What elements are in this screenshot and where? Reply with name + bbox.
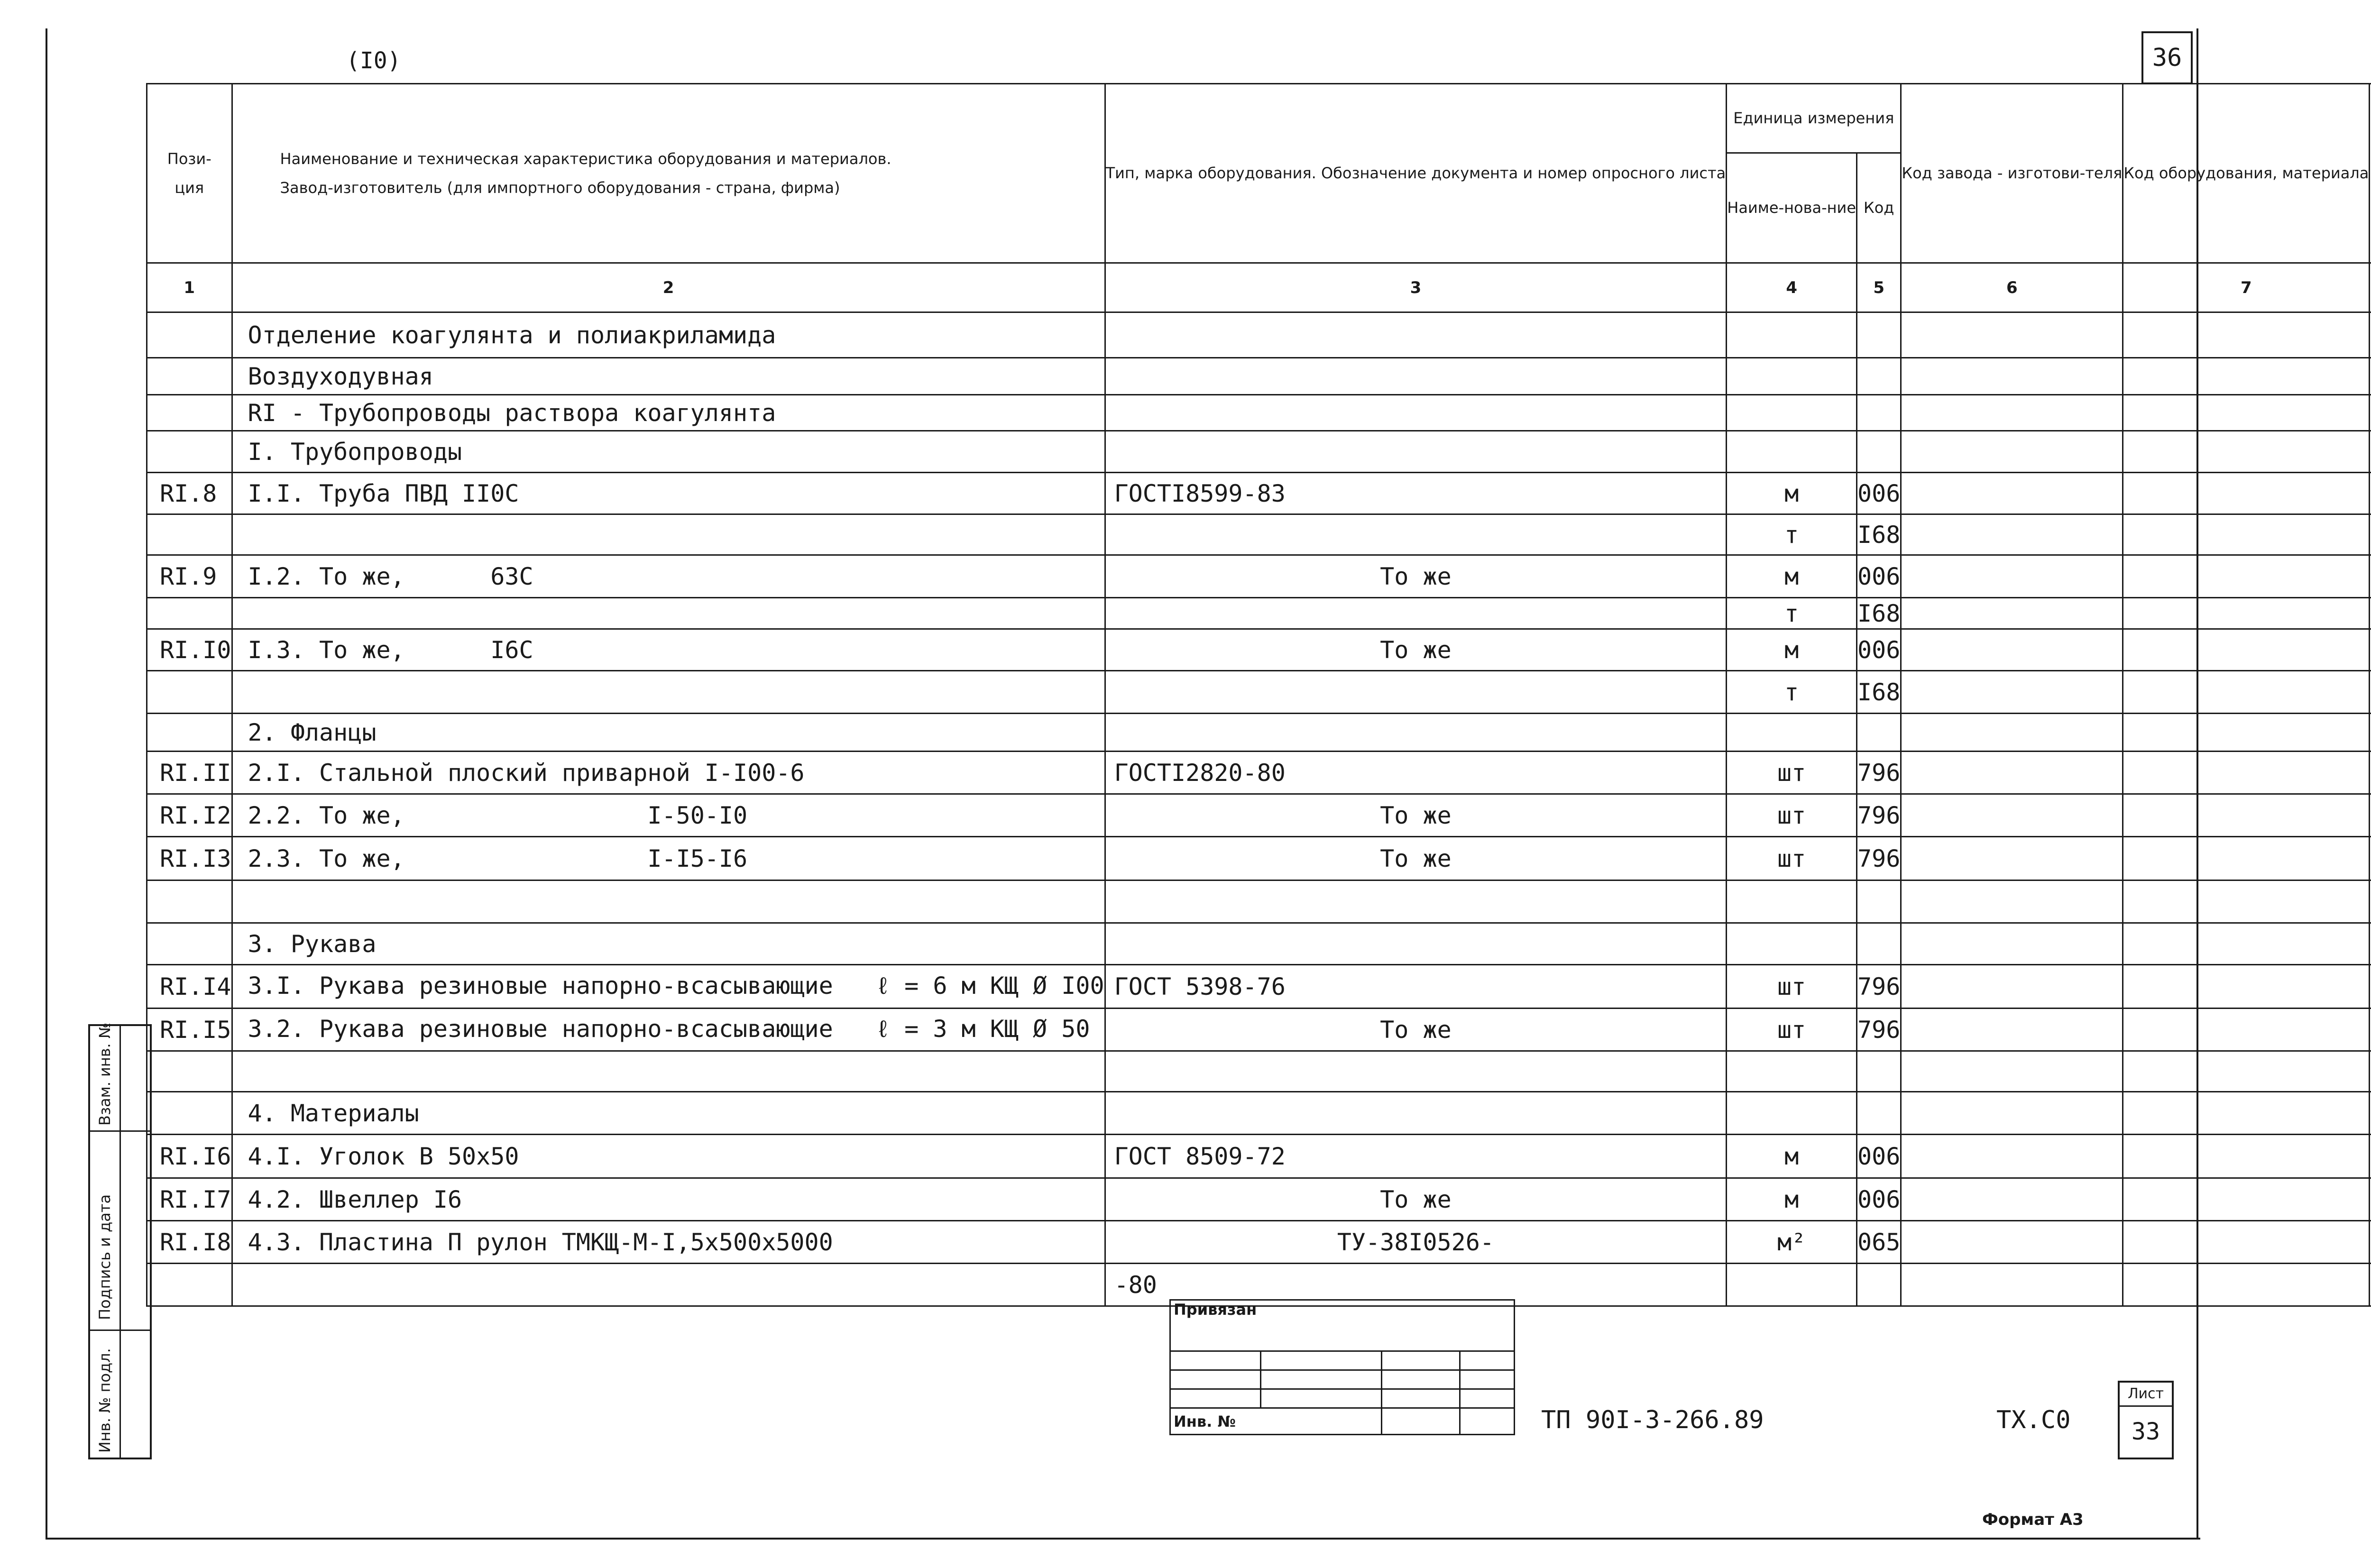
row-position: RI.I4 <box>147 965 232 1009</box>
row-equipment-code <box>2123 714 2370 752</box>
row-position: RI.8 <box>147 473 232 514</box>
row-equipment-code <box>2123 1051 2370 1092</box>
row-unit-code <box>1857 714 1901 752</box>
row-unit-code: I68 <box>1857 671 1901 714</box>
row-equipment-code <box>2123 923 2370 965</box>
row-equipment-code <box>2123 1178 2370 1221</box>
row-equipment-code <box>2123 1135 2370 1178</box>
header-unit-code: Код <box>1857 153 1901 263</box>
table-row <box>147 1009 2371 1051</box>
row-equipment-code <box>2123 1009 2370 1051</box>
table-row <box>147 1092 2371 1135</box>
row-unit <box>1727 1092 1857 1135</box>
row-unit-code: 796 <box>1857 752 1901 794</box>
row-document: То же <box>1105 1178 1727 1221</box>
row-document <box>1105 514 1727 555</box>
row-unit: м <box>1727 473 1857 514</box>
row-position: RI.I0 <box>147 629 232 671</box>
row-name <box>232 880 1105 923</box>
row-factory-code <box>1901 1221 2123 1264</box>
row-position: RI.I8 <box>147 1221 232 1264</box>
row-name <box>232 1051 1105 1092</box>
row-unit-code: I68 <box>1857 598 1901 629</box>
row-unit-code <box>1857 395 1901 431</box>
row-equipment-code <box>2123 431 2370 473</box>
row-name: Отделение коагулянта и полиакриламида <box>232 312 1105 358</box>
row-unit-code: 006 <box>1857 629 1901 671</box>
table-row <box>147 1178 2371 1221</box>
row-equipment-code <box>2123 312 2370 358</box>
col-number: 1 <box>147 263 232 312</box>
row-name: 2.3. То же, I-I5-I6 <box>232 837 1105 880</box>
table-row <box>147 752 2371 794</box>
row-unit: шт <box>1727 752 1857 794</box>
row-name: 3.I. Рукава резиновые напорно-всасывающие ℓ = 6 м КЩ Ø I00 <box>232 965 1105 1009</box>
header-position: Пози- ция <box>147 84 232 263</box>
table-row <box>147 1221 2371 1264</box>
row-position: RI.I6 <box>147 1135 232 1178</box>
row-factory-code <box>1901 1009 2123 1051</box>
row-name: 3.2. Рукава резиновые напорно-всасывающие ℓ = 3 м КЩ Ø 50 <box>232 1009 1105 1051</box>
row-name: 4.I. Уголок В 50x50 <box>232 1135 1105 1178</box>
sheet-label: Лист <box>2120 1383 2172 1407</box>
row-factory-code <box>1901 1135 2123 1178</box>
row-unit-code: 006 <box>1857 1178 1901 1221</box>
row-factory-code <box>1901 752 2123 794</box>
row-unit-code <box>1857 431 1901 473</box>
row-position: RI.I2 <box>147 794 232 837</box>
row-unit: м² <box>1727 1221 1857 1264</box>
row-position: RI.9 <box>147 555 232 598</box>
row-unit-code <box>1857 312 1901 358</box>
row-document <box>1105 395 1727 431</box>
row-position <box>147 671 232 714</box>
row-unit: т <box>1727 671 1857 714</box>
row-unit-code: 065 <box>1857 1221 1901 1264</box>
row-equipment-code <box>2123 629 2370 671</box>
row-unit-code <box>1857 1264 1901 1306</box>
table-row <box>147 598 2371 629</box>
row-document: То же <box>1105 629 1727 671</box>
row-equipment-code <box>2123 358 2370 395</box>
row-unit-code: 796 <box>1857 965 1901 1009</box>
row-equipment-code <box>2123 395 2370 431</box>
table-row <box>147 514 2371 555</box>
row-document: То же <box>1105 837 1727 880</box>
row-unit-code <box>1857 1051 1901 1092</box>
row-equipment-code <box>2123 555 2370 598</box>
row-document <box>1105 1092 1727 1135</box>
page-tag: (I0) <box>346 47 401 74</box>
table-row <box>147 671 2371 714</box>
row-factory-code <box>1901 555 2123 598</box>
header-name: Наименование и техническая характеристика оборудования и материалов. Завод-изготовитель (для импортного оборудования - страна, фирма) <box>232 84 1105 263</box>
row-document: ГОСТI2820-80 <box>1105 752 1727 794</box>
col-number: 5 <box>1857 263 1901 312</box>
row-factory-code <box>1901 395 2123 431</box>
side-label-signed: Подпись и дата <box>96 1194 114 1320</box>
row-position: RI.I3 <box>147 837 232 880</box>
row-document <box>1105 312 1727 358</box>
stamp-inv-label: Инв. № <box>1170 1408 1382 1435</box>
row-unit: шт <box>1727 837 1857 880</box>
row-unit: м <box>1727 1178 1857 1221</box>
row-equipment-code <box>2123 794 2370 837</box>
header-factory-code: Код завода - изготови-теля <box>1901 84 2123 263</box>
row-unit <box>1727 358 1857 395</box>
row-unit-code <box>1857 880 1901 923</box>
row-document: То же <box>1105 794 1727 837</box>
row-unit-code: 796 <box>1857 837 1901 880</box>
table-row <box>147 555 2371 598</box>
row-factory-code <box>1901 714 2123 752</box>
row-unit: шт <box>1727 794 1857 837</box>
specification-table <box>146 83 2371 1307</box>
col-number: 4 <box>1727 263 1857 312</box>
col-number: 2 <box>232 263 1105 312</box>
row-unit <box>1727 395 1857 431</box>
row-unit <box>1727 923 1857 965</box>
table-row <box>147 880 2371 923</box>
row-unit-code <box>1857 358 1901 395</box>
row-name: Воздуходувная <box>232 358 1105 395</box>
row-name <box>232 671 1105 714</box>
row-equipment-code <box>2123 1221 2370 1264</box>
binding-stamp <box>1169 1299 1515 1435</box>
row-factory-code <box>1901 473 2123 514</box>
row-document: ГОСТ 8509-72 <box>1105 1135 1727 1178</box>
row-factory-code <box>1901 923 2123 965</box>
row-name: RI - Трубопроводы раствора коагулянта <box>232 395 1105 431</box>
table-row <box>147 714 2371 752</box>
table-row <box>147 312 2371 358</box>
row-name: I.I. Труба ПВД II0С <box>232 473 1105 514</box>
row-unit-code: 006 <box>1857 1135 1901 1178</box>
row-factory-code <box>1901 1092 2123 1135</box>
row-equipment-code <box>2123 671 2370 714</box>
row-position <box>147 431 232 473</box>
row-unit-code: I68 <box>1857 514 1901 555</box>
table-row <box>147 794 2371 837</box>
row-factory-code <box>1901 629 2123 671</box>
row-factory-code <box>1901 837 2123 880</box>
row-equipment-code <box>2123 880 2370 923</box>
row-factory-code <box>1901 312 2123 358</box>
table-row <box>147 358 2371 395</box>
table-row <box>147 629 2371 671</box>
row-name: 2. Фланцы <box>232 714 1105 752</box>
row-document: То же <box>1105 1009 1727 1051</box>
row-unit: шт <box>1727 965 1857 1009</box>
row-position: RI.I5 <box>147 1009 232 1051</box>
row-equipment-code <box>2123 514 2370 555</box>
row-unit: шт <box>1727 1009 1857 1051</box>
row-unit-code <box>1857 923 1901 965</box>
row-factory-code <box>1901 598 2123 629</box>
row-document <box>1105 923 1727 965</box>
table-row <box>147 431 2371 473</box>
table-row <box>147 923 2371 965</box>
header-unit-name: Наиме-нова-ние <box>1727 153 1857 263</box>
row-name <box>232 598 1105 629</box>
row-name <box>232 514 1105 555</box>
row-unit: т <box>1727 598 1857 629</box>
row-position <box>147 880 232 923</box>
row-factory-code <box>1901 1178 2123 1221</box>
row-name: 4.2. Швеллер I6 <box>232 1178 1105 1221</box>
row-unit: м <box>1727 555 1857 598</box>
row-unit: м <box>1727 629 1857 671</box>
row-factory-code <box>1901 965 2123 1009</box>
table-row <box>147 965 2371 1009</box>
row-factory-code <box>1901 880 2123 923</box>
row-name: 4. Материалы <box>232 1092 1105 1135</box>
col-number: 6 <box>1901 263 2123 312</box>
row-unit <box>1727 880 1857 923</box>
row-equipment-code <box>2123 1264 2370 1306</box>
row-position <box>147 312 232 358</box>
row-name: 3. Рукава <box>232 923 1105 965</box>
row-position <box>147 923 232 965</box>
row-unit: т <box>1727 514 1857 555</box>
row-unit-code: 006 <box>1857 555 1901 598</box>
row-position <box>147 1092 232 1135</box>
column-number-row <box>147 263 2371 312</box>
row-position <box>147 358 232 395</box>
row-document <box>1105 714 1727 752</box>
row-document <box>1105 880 1727 923</box>
row-position <box>147 514 232 555</box>
row-equipment-code <box>2123 837 2370 880</box>
row-factory-code <box>1901 671 2123 714</box>
row-name: 4.3. Пластина П рулон ТМКЩ-М-I,5x500x5000 <box>232 1221 1105 1264</box>
row-unit <box>1727 312 1857 358</box>
row-position <box>147 395 232 431</box>
row-equipment-code <box>2123 1092 2370 1135</box>
row-position: RI.I7 <box>147 1178 232 1221</box>
row-equipment-code <box>2123 473 2370 514</box>
row-document: ГОСТI8599-83 <box>1105 473 1727 514</box>
row-name: I.2. То же, 63С <box>232 555 1105 598</box>
row-factory-code <box>1901 431 2123 473</box>
row-position <box>147 1051 232 1092</box>
row-position <box>147 598 232 629</box>
row-document <box>1105 598 1727 629</box>
row-document <box>1105 1051 1727 1092</box>
col-number: 3 <box>1105 263 1727 312</box>
side-label-inv-orig: Инв. № подл. <box>96 1348 114 1453</box>
row-factory-code <box>1901 1051 2123 1092</box>
row-document <box>1105 431 1727 473</box>
row-name: I.3. То же, I6С <box>232 629 1105 671</box>
format-label: Формат А3 <box>1982 1510 2084 1529</box>
row-equipment-code <box>2123 965 2370 1009</box>
row-document: -80 <box>1105 1264 1727 1306</box>
row-name <box>232 1264 1105 1306</box>
row-document <box>1105 671 1727 714</box>
row-unit-code: 796 <box>1857 794 1901 837</box>
row-equipment-code <box>2123 752 2370 794</box>
sheet-value: 33 <box>2131 1418 2160 1445</box>
row-unit <box>1727 1264 1857 1306</box>
document-section: ТХ.С0 <box>1996 1406 2071 1434</box>
row-position <box>147 1264 232 1306</box>
row-unit-code: 796 <box>1857 1009 1901 1051</box>
table-row <box>147 1051 2371 1092</box>
row-factory-code <box>1901 514 2123 555</box>
table-row <box>147 473 2371 514</box>
header-unit-group: Единица измерения <box>1727 84 1901 153</box>
row-equipment-code <box>2123 598 2370 629</box>
row-document: То же <box>1105 555 1727 598</box>
document-code: ТП 90I-3-266.89 <box>1541 1406 1764 1434</box>
row-unit-code <box>1857 1092 1901 1135</box>
header-equipment-code: Код оборудования, материала <box>2123 84 2370 263</box>
row-factory-code <box>1901 358 2123 395</box>
table-row <box>147 395 2371 431</box>
table-row <box>147 837 2371 880</box>
row-factory-code <box>1901 1264 2123 1306</box>
sheet-box <box>2118 1381 2174 1459</box>
row-factory-code <box>1901 794 2123 837</box>
side-label-replaced: Взам. инв. № <box>96 1022 114 1126</box>
row-document <box>1105 358 1727 395</box>
row-unit-code: 006 <box>1857 473 1901 514</box>
side-stamp <box>88 1024 152 1459</box>
row-name: I. Трубопроводы <box>232 431 1105 473</box>
row-unit <box>1727 1051 1857 1092</box>
corner-sheet-number: 36 <box>2141 31 2193 84</box>
row-name: 2.2. То же, I-50-I0 <box>232 794 1105 837</box>
table-row <box>147 1135 2371 1178</box>
header-type: Тип, марка оборудования. Обозначение документа и номер опросного листа <box>1105 84 1727 263</box>
col-number: 7 <box>2123 263 2370 312</box>
stamp-attached-label: Привязан <box>1170 1300 1515 1351</box>
row-unit: м <box>1727 1135 1857 1178</box>
row-position: RI.II <box>147 752 232 794</box>
row-document: ТУ-38I0526- <box>1105 1221 1727 1264</box>
row-unit <box>1727 714 1857 752</box>
row-unit <box>1727 431 1857 473</box>
row-name: 2.I. Стальной плоский приварной I-I00-6 <box>232 752 1105 794</box>
row-position <box>147 714 232 752</box>
row-document: ГОСТ 5398-76 <box>1105 965 1727 1009</box>
